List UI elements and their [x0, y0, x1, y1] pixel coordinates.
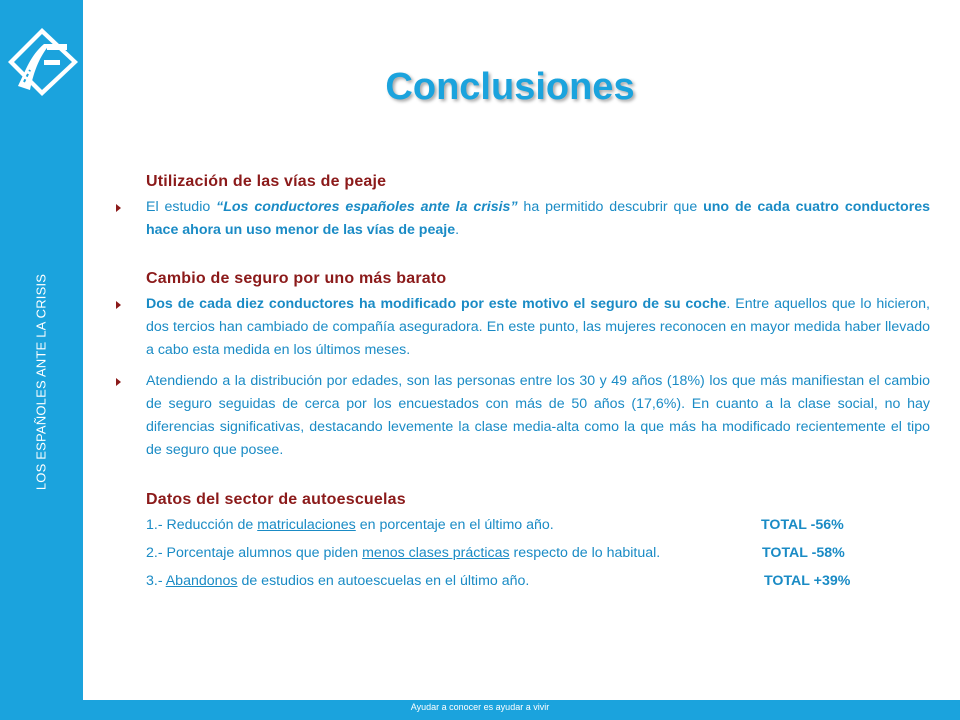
bullet-seguro-2 [116, 370, 930, 462]
row-text: 2.- Porcentaje alumnos que piden [146, 545, 363, 561]
data-row-3 [146, 570, 930, 598]
highlight: uno de cada cuatro conductores hace ahora un uso menor de las vías de peaje [146, 199, 930, 238]
row-text: 1.- Reducción de [146, 517, 258, 533]
logo [0, 0, 83, 118]
row-total: TOTAL -58% [762, 545, 845, 561]
highlight: Dos de cada diez conductores ha modificado por este motivo el seguro de su coche [146, 296, 727, 312]
sidebar [0, 0, 83, 720]
bullet-arrow-icon [116, 204, 121, 212]
link-matriculaciones[interactable]: matriculaciones [257, 517, 356, 533]
text: . Entre aquellos que lo hicieron, dos tercios han cambiado de compañía aseguradora. En este punto, las mujeres reconocen en mayor medida haber llevado a cabo esta medida en los últimos meses. [146, 296, 930, 358]
section-heading-peaje: Utilización de las vías de peaje [146, 173, 387, 190]
page-title: Conclusiones [385, 66, 635, 108]
row-total: TOTAL +39% [764, 573, 851, 589]
study-title: “Los conductores españoles ante la crisis” [216, 199, 518, 215]
bullet-arrow-icon [116, 301, 121, 309]
footer-text: Ayudar a conocer es ayudar a vivir [410, 702, 550, 712]
row-text: 3.- [146, 573, 166, 589]
section-heading-seguro: Cambio de seguro por uno más barato [146, 270, 447, 287]
road-logo-icon [0, 0, 83, 118]
text: . [455, 222, 460, 238]
row-text: de estudios en autoescuelas en el último año. [237, 573, 530, 589]
text: Atendiendo a la distribución por edades, son las personas entre los 30 y 49 años (18%) los que más manifiestan el cambio de seguro seguidas de cerca por los encuestados con más de 50 años (17,6%). En cuanto a la clase social, no hay diferencias significativas, destacando levemente la clase media-alta como la que más ha modificado recientemente el tipo de seguro que posee. [146, 373, 930, 458]
link-abandonos[interactable]: Abandonos [165, 573, 238, 589]
link-menos-clases[interactable]: menos clases prácticas [362, 545, 510, 561]
section-heading-autoescuelas: Datos del sector de autoescuelas [146, 491, 406, 508]
row-text: respecto de lo habitual. [509, 545, 661, 561]
text: El estudio [146, 199, 217, 215]
bullet-arrow-icon [116, 378, 121, 386]
sidebar-title: LOS ESPAÑOLES ANTE LA CRISIS [33, 273, 49, 491]
row-text: en porcentaje en el último año. [355, 517, 554, 533]
content [116, 170, 930, 598]
data-row-2 [146, 542, 930, 570]
bullet-seguro-1 [116, 293, 930, 362]
bullet-peaje [116, 196, 930, 242]
row-total: TOTAL -56% [761, 517, 844, 533]
data-row-1 [146, 514, 930, 542]
text: ha permitido descubrir que [517, 199, 704, 215]
